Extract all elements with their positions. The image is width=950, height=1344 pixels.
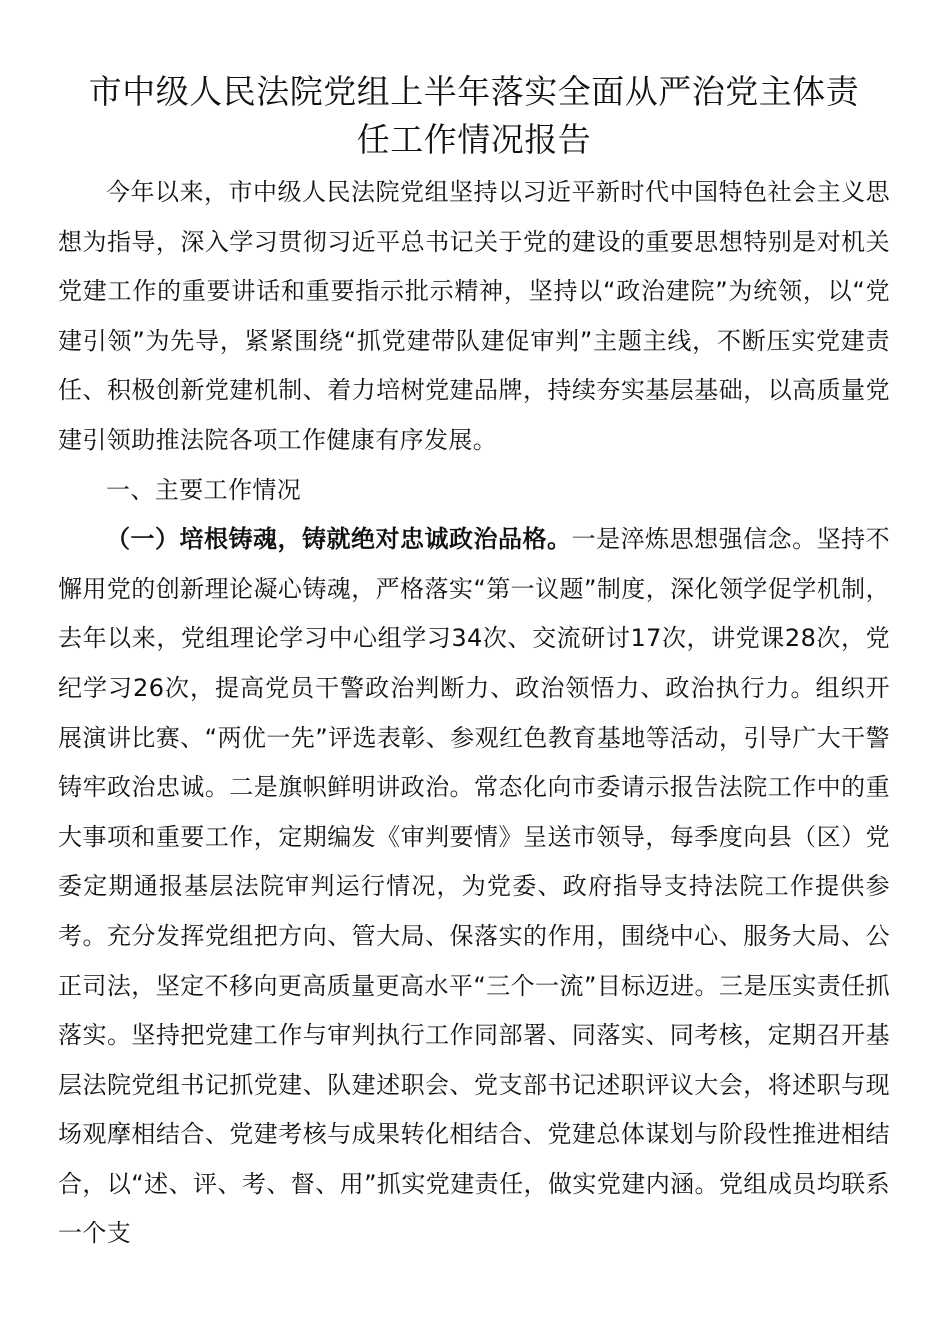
title-line-1: 市中级人民法院党组上半年落实全面从严治党主体责 [88,72,860,111]
subsection-paragraph-1 [58,515,890,1259]
section-heading-main-work: 一、主要工作情况 [106,475,302,504]
document-title [58,68,890,164]
subsection-body-1: 一是淬炼思想强信念。坚持不懈用党的创新理论凝心铸魂，严格落实“第一议题”制度，深化领学促学机制，去年以来，党组理论学习中心组学习34次、交流研讨17次，讲党课28次，党纪学习26次，提高党员干警政治判断力、政治领悟力、政治执行力。组织开展演讲比赛、“两优一先”评选表彰、参观红色教育基地等活动，引导广大干警铸牢政治忠诚。二是旗帜鲜明讲政治。常态化向市委请示报告法院工作中的重大事项和重要工作，定期编发《审判要情》呈送市领导，每季度向县（区）党委定期通报基层法院审判运行情况，为党委、政府指导支持法院工作提供参考。充分发挥党组把方向、管大局、保落实的作用，围绕中心、服务大局、公正司法，坚定不移向更高质量更高水平“三个一流”目标迈进。三是压实责任抓落实。坚持把党建工作与审判执行工作同部署、同落实、同考核，定期召开基层法院党组书记抓党建、队建述职会、党支部书记述职评议大会，将述职与现场观摩相结合、党建考核与成果转化相结合、党建总体谋划与阶段性推进相结合，以“述、评、考、督、用”抓实党建责任，做实党建内涵。党组成员均联系一个支 [58,525,890,1248]
subsection-lead-1: （一）培根铸魂，铸就绝对忠诚政治品格。 [106,525,572,554]
title-line-2: 任工作情况报告 [356,120,592,159]
intro-paragraph: 今年以来，市中级人民法院党组坚持以习近平新时代中国特色社会主义思想为指导，深入学习贯彻习近平总书记关于党的建设的重要思想特别是对机关党建工作的重要讲话和重要指示批示精神，坚持以“政治建院”为统领，以“党建引领”为先导，紧紧围绕“抓党建带队建促审判”主题主线，不断压实党建责任、积极创新党建机制、着力培树党建品牌，持续夯实基层基础，以高质量党建引领助推法院各项工作健康有序发展。 [58,178,890,454]
